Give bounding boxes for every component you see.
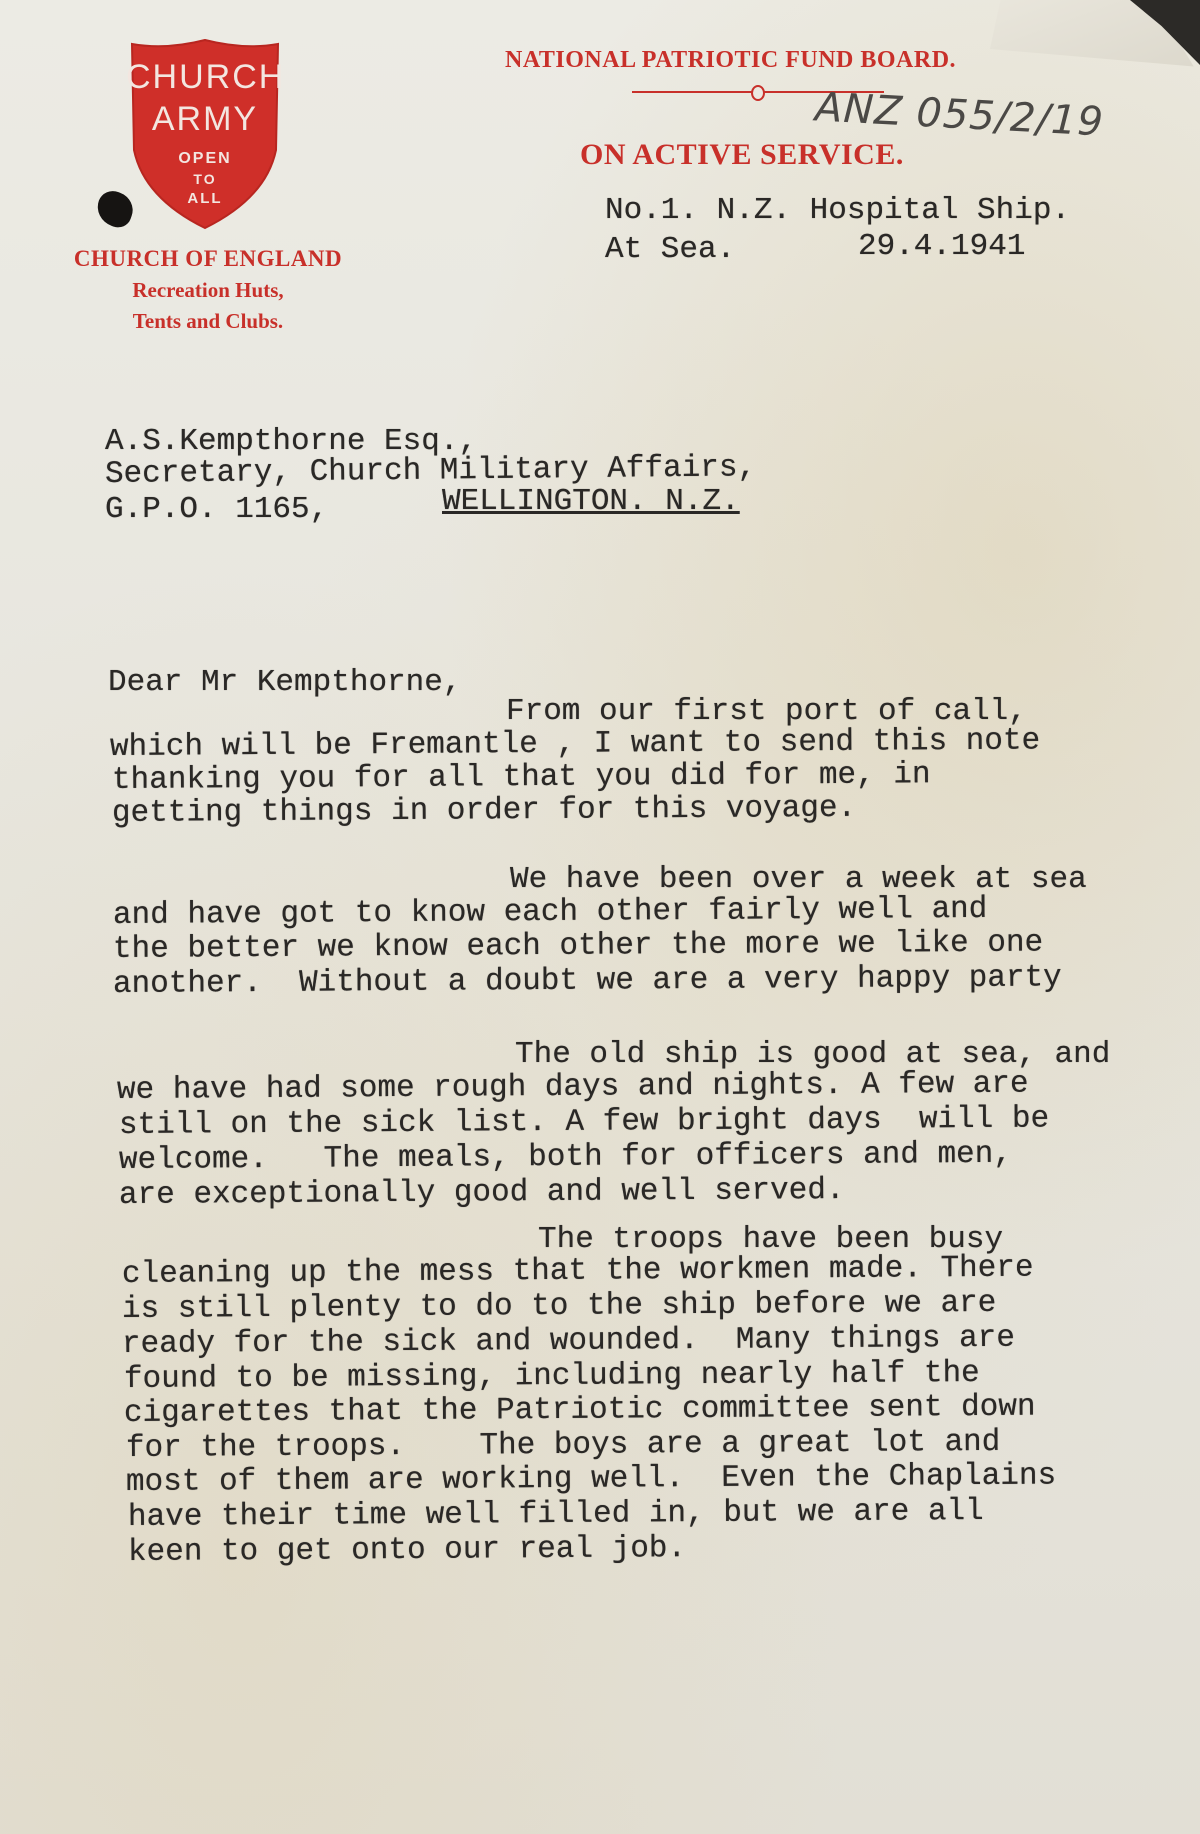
body-line: The troops have been busy bbox=[538, 1222, 1004, 1257]
body-line: have their time well filled in, but we are all bbox=[127, 1494, 984, 1535]
location-place: At Sea. bbox=[605, 232, 736, 267]
body-line: We have been over a week at sea bbox=[510, 862, 1087, 897]
body-line: is still plenty to do to the ship before we are bbox=[121, 1285, 997, 1327]
body-line: welcome. The meals, both for officers and men, bbox=[118, 1136, 1013, 1178]
recipient-name: A.S.Kempthorne Esq., bbox=[105, 424, 478, 459]
recipient-box: G.P.O. 1165, bbox=[105, 492, 329, 527]
body-line: another. Without a doubt we are a very happy party bbox=[112, 960, 1062, 1002]
body-line: still on the sick list. A few bright days will be bbox=[118, 1101, 1050, 1143]
recipient-city: WELLINGTON. N.Z. bbox=[442, 484, 740, 519]
body-line: which will be Fremantle , I want to send this note bbox=[109, 723, 1041, 765]
body-line: From our first port of call, bbox=[506, 694, 1027, 729]
body-line: getting things in order for this voyage. bbox=[111, 790, 857, 831]
body-line: are exceptionally good and well served. bbox=[118, 1172, 845, 1213]
emblem-line-to: TO bbox=[193, 171, 217, 187]
body-line: most of them are working well. Even the Chaplains bbox=[125, 1458, 1057, 1500]
body-line: The old ship is good at sea, and bbox=[515, 1037, 1111, 1072]
body-line: cigarettes that the Patriotic committee sent down bbox=[123, 1389, 1036, 1431]
letterhead-organization bbox=[38, 246, 378, 334]
emblem-line-army: ARMY bbox=[151, 100, 259, 138]
org-subtitle-1: Recreation Huts, bbox=[132, 278, 284, 302]
body-line: keen to get onto our real job. bbox=[127, 1531, 687, 1570]
body-line: thanking you for all that you did for me, in bbox=[111, 757, 931, 798]
archive-reference: ANZ 055/2/19 bbox=[813, 84, 1106, 146]
location-line: No.1. N.Z. Hospital Ship. bbox=[605, 193, 1071, 228]
body-line: the better we know each other the more we like one bbox=[112, 925, 1044, 967]
heading-rule-ornament bbox=[751, 85, 765, 101]
salutation: Dear Mr Kempthorne, bbox=[108, 665, 462, 700]
emblem-line-open: OPEN bbox=[178, 150, 232, 167]
letter-date: 29.4.1941 bbox=[858, 229, 1026, 264]
recipient-title: Secretary, Church Military Affairs, bbox=[104, 450, 757, 492]
fund-board-heading: NATIONAL PATRIOTIC FUND BOARD. bbox=[505, 47, 957, 73]
org-subtitle-2: Tents and Clubs. bbox=[132, 309, 284, 333]
org-name: CHURCH OF ENGLAND bbox=[73, 246, 343, 271]
body-line: found to be missing, including nearly half the bbox=[123, 1356, 980, 1397]
body-line: and have got to know each other fairly well and bbox=[112, 891, 988, 933]
body-line: for the troops. The boys are a great lot and bbox=[125, 1424, 1001, 1466]
body-line: cleaning up the mess that the workmen made. There bbox=[121, 1250, 1034, 1292]
body-line: ready for the sick and wounded. Many things are bbox=[121, 1320, 1016, 1362]
emblem-line-church: CHURCH bbox=[126, 58, 286, 96]
emblem-line-all: ALL bbox=[187, 190, 223, 207]
body-line: we have had some rough days and nights. A few are bbox=[116, 1066, 1029, 1108]
active-service-heading: ON ACTIVE SERVICE. bbox=[580, 138, 904, 171]
